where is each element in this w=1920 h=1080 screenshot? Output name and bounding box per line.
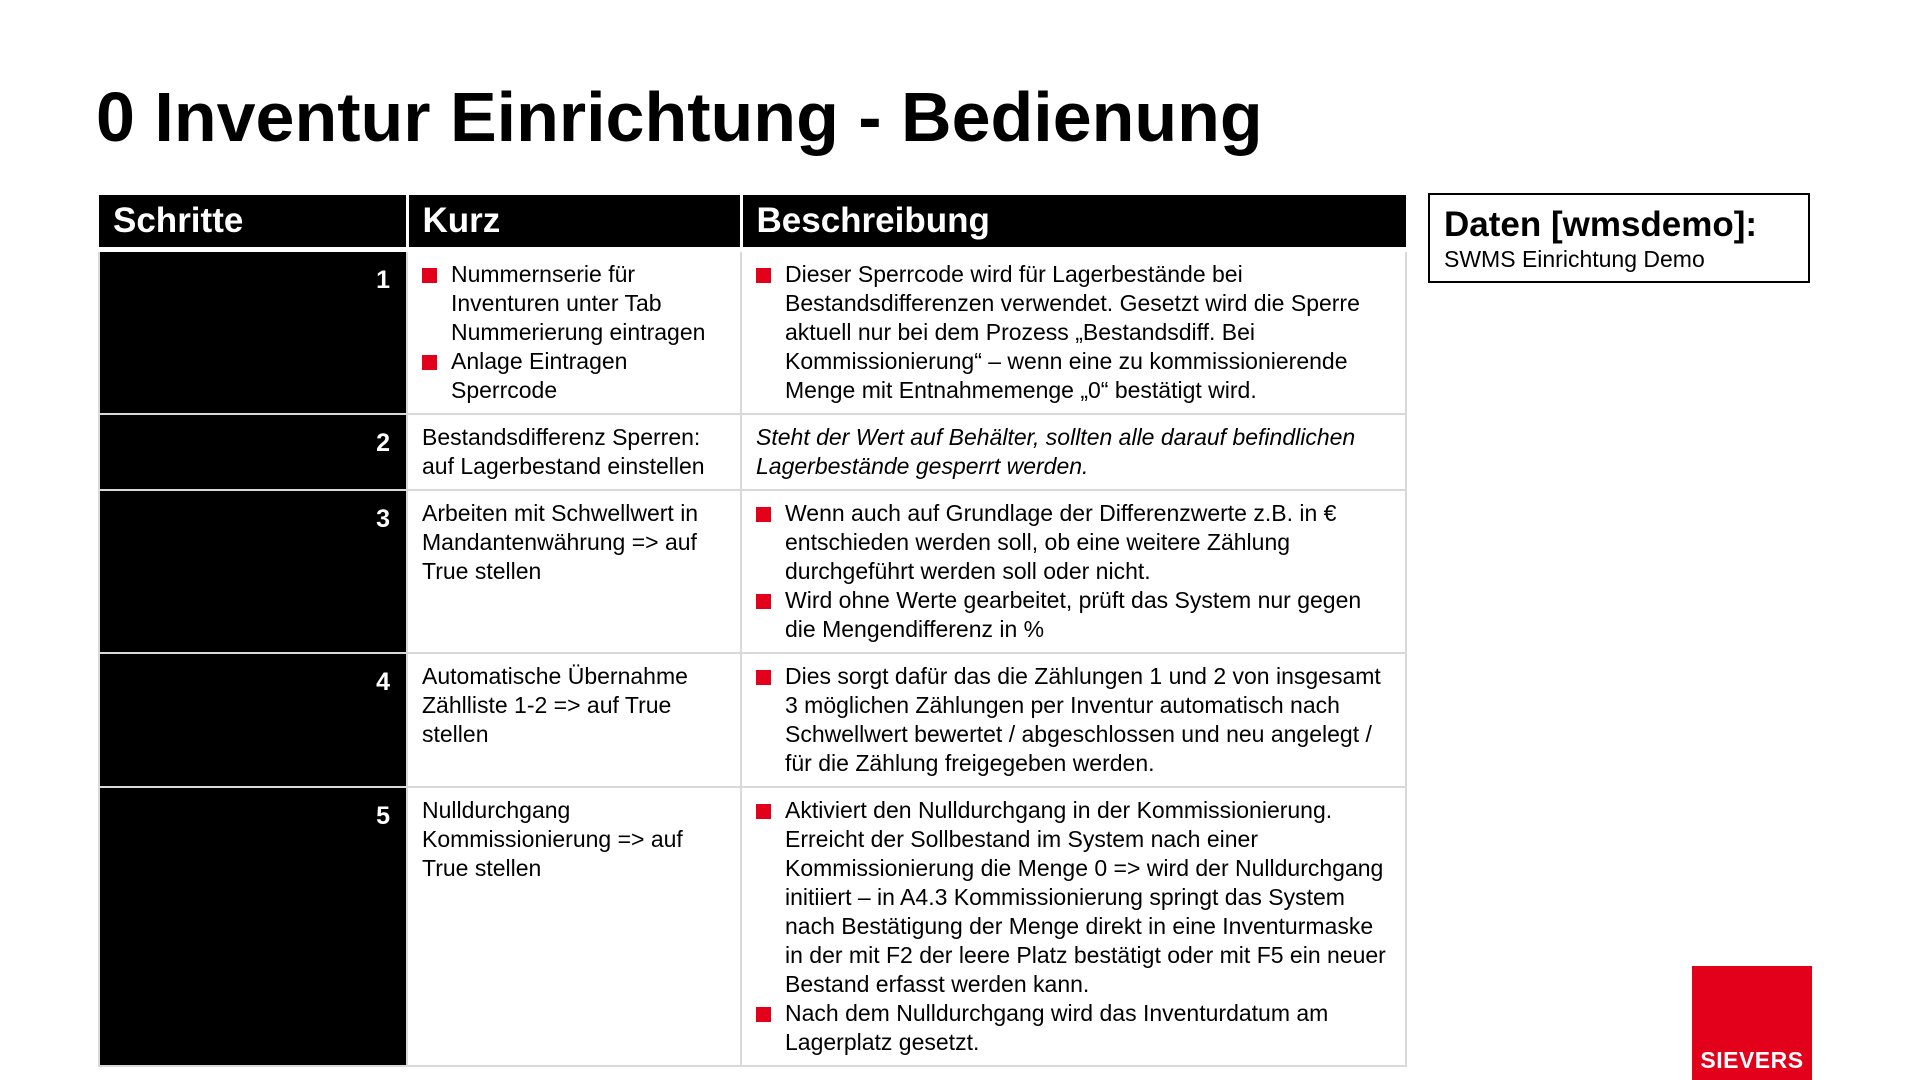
beschreibung-list <box>756 499 1391 644</box>
sievers-logo: SIEVERS <box>1692 966 1812 1080</box>
page-title: 0 Inventur Einrichtung - Bedienung <box>96 78 1263 156</box>
data-source-heading: Daten [wmsdemo]: <box>1444 205 1758 244</box>
kurz-cell: Nulldurchgang Kommissionierung => auf True stellen <box>407 787 741 1066</box>
header-schritte: Schritte <box>99 195 407 249</box>
beschreibung-cell <box>741 249 1406 414</box>
table-row <box>99 490 1406 653</box>
table-row <box>99 653 1406 787</box>
steps-table <box>98 195 1407 1067</box>
table-header-row <box>99 195 1406 249</box>
beschreibung-item: Dies sorgt dafür das die Zählungen 1 und 2 von insgesamt 3 möglichen Zählungen per Inventur automatisch nach Schwellwert bewertet / abgeschlossen und neu angelegt / für die Zählung freigegeben werden. <box>756 662 1391 778</box>
kurz-cell: Arbeiten mit Schwellwert in Mandantenwährung => auf True stellen <box>407 490 741 653</box>
beschreibung-item: Wird ohne Werte gearbeitet, prüft das System nur gegen die Mengendifferenz in % <box>756 586 1391 644</box>
kurz-item: Anlage Eintragen Sperrcode <box>422 347 726 405</box>
step-number: 4 <box>99 653 407 787</box>
step-number: 3 <box>99 490 407 653</box>
kurz-cell: Automatische Übernahme Zählliste 1-2 => auf True stellen <box>407 653 741 787</box>
kurz-list <box>422 260 726 405</box>
kurz-item: Nummernserie für Inventuren unter Tab Nummerierung eintragen <box>422 260 726 347</box>
beschreibung-item: Dieser Sperrcode wird für Lagerbestände bei Bestandsdifferenzen verwendet. Gesetzt wird die Sperre aktuell nur bei dem Prozess „Bestandsdiff. Bei Kommissionierung“ – wenn eine zu kommissionierende Menge mit Entnahmemenge „0“ bestätigt wird. <box>756 260 1391 405</box>
data-source-box <box>1428 193 1810 283</box>
beschreibung-list <box>756 260 1391 405</box>
header-beschreibung: Beschreibung <box>741 195 1406 249</box>
kurz-cell <box>407 249 741 414</box>
beschreibung-cell <box>741 653 1406 787</box>
beschreibung-list <box>756 796 1391 1057</box>
step-number: 5 <box>99 787 407 1066</box>
beschreibung-list <box>756 662 1391 778</box>
beschreibung-cell <box>741 787 1406 1066</box>
step-number: 2 <box>99 414 407 490</box>
beschreibung-cell: Steht der Wert auf Behälter, sollten alle darauf befindlichen Lagerbestände gesperrt werden. <box>741 414 1406 490</box>
data-source-value: SWMS Einrichtung Demo <box>1444 246 1705 272</box>
table-row <box>99 787 1406 1066</box>
beschreibung-cell <box>741 490 1406 653</box>
beschreibung-item: Aktiviert den Nulldurchgang in der Kommissionierung. Erreicht der Sollbestand im System nach einer Kommissionierung die Menge 0 => wird der Nulldurchgang initiiert – in A4.3 Kommissionierung springt das System nach Bestätigung der Menge direkt in eine Inventurmaske in der mit F2 der leere Platz bestätigt oder mit F5 ein neuer Bestand erfasst werden kann. <box>756 796 1391 999</box>
header-kurz: Kurz <box>407 195 741 249</box>
beschreibung-item: Nach dem Nulldurchgang wird das Inventurdatum am Lagerplatz gesetzt. <box>756 999 1391 1057</box>
table-row <box>99 414 1406 490</box>
table-row <box>99 249 1406 414</box>
kurz-cell: Bestandsdifferenz Sperren: auf Lagerbestand einstellen <box>407 414 741 490</box>
beschreibung-item: Wenn auch auf Grundlage der Differenzwerte z.B. in € entschieden werden soll, ob eine weitere Zählung durchgeführt werden soll oder nicht. <box>756 499 1391 586</box>
step-number: 1 <box>99 249 407 414</box>
